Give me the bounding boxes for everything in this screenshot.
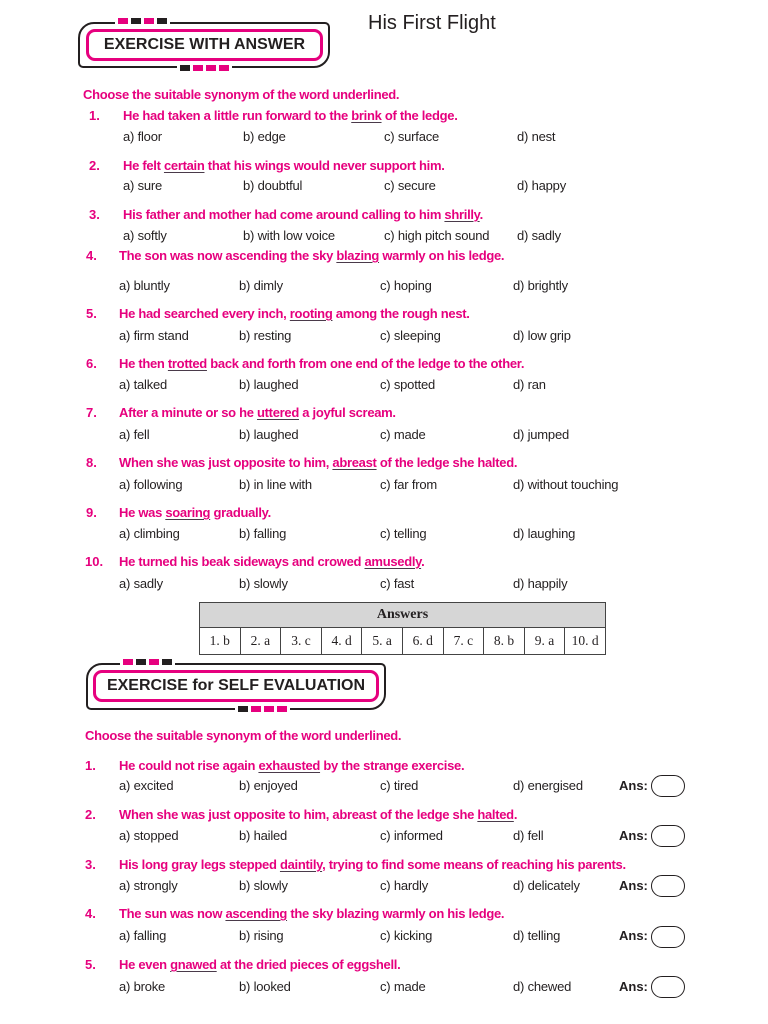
question-text: [119, 758, 464, 774]
exercise-heading: EXERCISE for SELF EVALUATION: [106, 677, 366, 694]
decorative-square: [219, 65, 229, 71]
underlined-word: uttered: [257, 405, 299, 420]
decorative-square: [131, 18, 141, 24]
option-d: d) energised: [513, 778, 583, 793]
answer-cell: 1. b: [200, 628, 241, 655]
option-a: a) firm stand: [119, 328, 189, 343]
option-c: c) made: [380, 979, 426, 994]
option-a: a) softly: [123, 228, 167, 243]
question-text-after: back and forth from one end of the ledge to the other.: [206, 356, 525, 371]
question-text-before: He could not rise again: [119, 758, 259, 773]
option-d: d) delicately: [513, 878, 580, 893]
option-b: b) hailed: [239, 828, 288, 843]
question-text-after: the sky blazing warmly on his ledge.: [287, 906, 505, 921]
decorative-squares: [120, 658, 175, 665]
underlined-word: shrilly: [444, 207, 480, 222]
underlined-word: brink: [351, 108, 382, 123]
option-b: b) looked: [239, 979, 291, 994]
underlined-word: daintily: [279, 857, 323, 872]
question-text: [119, 248, 504, 264]
decorative-squares: [235, 705, 290, 712]
question-text-before: He then: [119, 356, 168, 371]
question-text: [119, 505, 271, 521]
question-number: 8.: [86, 455, 97, 470]
question-text-after: .: [479, 207, 483, 222]
self-question-4: [0, 906, 768, 922]
option-c: c) hoping: [380, 278, 432, 293]
decorative-square: [157, 18, 167, 24]
answer-cell: 10. d: [565, 628, 606, 655]
question-10: [0, 554, 768, 570]
question-2: [0, 158, 768, 174]
question-5: [0, 306, 768, 322]
answers-table: [199, 602, 606, 655]
option-c: c) sleeping: [380, 328, 441, 343]
options-8: [0, 477, 768, 493]
answer-box: [651, 926, 685, 948]
option-d: d) brightly: [513, 278, 568, 293]
option-c: c) secure: [384, 178, 436, 193]
question-text-before: When she was just opposite to him,: [119, 455, 333, 470]
question-text-before: His long gray legs stepped: [119, 857, 280, 872]
question-text-before: His father and mother had come around calling to him: [123, 207, 445, 222]
option-d: d) telling: [513, 928, 561, 943]
question-number: 3.: [89, 207, 100, 222]
option-b: b) slowly: [239, 878, 288, 893]
options-3: [0, 228, 768, 244]
option-d: d) chewed: [513, 979, 572, 994]
option-a: a) sadly: [119, 576, 163, 591]
option-d: d) without touching: [513, 477, 619, 492]
answers-row: [200, 628, 606, 655]
option-a: a) falling: [119, 928, 167, 943]
option-c: c) spotted: [380, 377, 436, 392]
underlined-word: trotted: [167, 356, 207, 371]
page-title: His First Flight: [368, 12, 496, 34]
question-text-after: .: [421, 554, 425, 569]
decorative-squares: [115, 17, 170, 24]
decorative-square: [144, 18, 154, 24]
question-number: 2.: [85, 807, 96, 822]
question-number: 6.: [86, 356, 97, 371]
option-a: a) sure: [123, 178, 163, 193]
answer-cell: 8. b: [484, 628, 525, 655]
question-text-after: a joyful scream.: [298, 405, 396, 420]
question-number: 9.: [86, 505, 97, 520]
decorative-square: [251, 706, 261, 712]
question-number: 4.: [85, 906, 96, 921]
question-text-after: gradually.: [210, 505, 271, 520]
question-number: 5.: [85, 957, 96, 972]
option-b: b) rising: [239, 928, 284, 943]
option-a: a) talked: [119, 377, 168, 392]
underlined-word: amusedly: [364, 554, 422, 569]
decorative-square: [162, 659, 172, 665]
option-d: d) ran: [513, 377, 546, 392]
question-6: [0, 356, 768, 372]
question-number: 10.: [85, 554, 104, 569]
question-text: [119, 906, 504, 922]
answer-cell: 3. c: [281, 628, 322, 655]
underlined-word: gnawed: [170, 957, 217, 972]
question-text-before: The son was now ascending the sky: [119, 248, 337, 263]
question-text-after: warmly on his ledge.: [379, 248, 505, 263]
question-text-after: among the rough nest.: [332, 306, 470, 321]
question-number: 4.: [86, 248, 97, 263]
option-b: b) enjoyed: [239, 778, 298, 793]
options-5: [0, 328, 768, 344]
options-9: [0, 526, 768, 542]
underlined-word: halted: [477, 807, 514, 822]
options-4: [0, 278, 768, 294]
instruction: Choose the suitable synonym of the word underlined.: [85, 728, 402, 743]
question-text-after: , trying to find some means of reaching his parents.: [322, 857, 626, 872]
options-6: [0, 377, 768, 393]
heading-box: [86, 29, 323, 61]
answer-label: Ans:: [619, 778, 648, 793]
question-number: 2.: [89, 158, 100, 173]
question-1: [0, 108, 768, 124]
question-number: 7.: [86, 405, 97, 420]
question-text-before: He had taken a little run forward to the: [123, 108, 352, 123]
option-a: a) following: [119, 477, 183, 492]
question-text: [123, 207, 483, 223]
option-c: c) fast: [380, 576, 414, 591]
question-text-after: by the strange exercise.: [320, 758, 465, 773]
question-text: [123, 108, 458, 124]
underlined-word: abreast: [332, 455, 377, 470]
option-c: c) made: [380, 427, 426, 442]
decorative-squares: [177, 64, 232, 71]
question-text: [119, 857, 626, 873]
option-b: b) edge: [243, 129, 286, 144]
option-b: b) slowly: [239, 576, 288, 591]
option-a: a) fell: [119, 427, 150, 442]
option-d: d) happy: [517, 178, 566, 193]
self-question-1: [0, 758, 768, 774]
self-question-5: [0, 957, 768, 973]
question-number: 3.: [85, 857, 96, 872]
answer-cell: 5. a: [362, 628, 403, 655]
question-text-before: He felt: [123, 158, 164, 173]
question-text-before: He was: [119, 505, 166, 520]
option-b: b) laughed: [239, 427, 299, 442]
underlined-word: exhausted: [258, 758, 321, 773]
option-a: a) climbing: [119, 526, 180, 541]
answers-header-row: [200, 603, 606, 628]
question-text-after: .: [513, 807, 518, 822]
question-number: 1.: [85, 758, 96, 773]
underlined-word: rooting: [289, 306, 333, 321]
options-2: [0, 178, 768, 194]
underlined-word: certain: [163, 158, 205, 173]
heading-box: [93, 670, 379, 702]
option-a: a) broke: [119, 979, 166, 994]
answer-label: Ans:: [619, 979, 648, 994]
answer-box: [651, 775, 685, 797]
question-4: [0, 248, 768, 264]
question-text-after: of the ledge she halted.: [376, 455, 518, 470]
decorative-square: [206, 65, 216, 71]
option-c: c) telling: [380, 526, 427, 541]
underlined-word: soaring: [165, 505, 211, 520]
option-a: a) bluntly: [119, 278, 170, 293]
option-c: c) high pitch sound: [384, 228, 490, 243]
answer-box: [651, 875, 685, 897]
answers-heading: Answers: [200, 603, 606, 628]
decorative-square: [193, 65, 203, 71]
question-number: 1.: [89, 108, 100, 123]
question-text-before: He even: [119, 957, 171, 972]
answer-cell: 6. d: [402, 628, 443, 655]
option-d: d) sadly: [517, 228, 561, 243]
decorative-square: [264, 706, 274, 712]
option-c: c) surface: [384, 129, 440, 144]
answer-cell: 7. c: [443, 628, 484, 655]
option-a: a) stopped: [119, 828, 179, 843]
option-c: c) hardly: [380, 878, 429, 893]
answer-cell: 2. a: [240, 628, 281, 655]
option-d: d) happily: [513, 576, 568, 591]
question-9: [0, 505, 768, 521]
question-text: [119, 957, 400, 973]
option-b: b) laughed: [239, 377, 299, 392]
question-text-before: When she was just opposite to him, abreast of the ledge she: [119, 807, 478, 822]
option-d: d) low grip: [513, 328, 571, 343]
self-question-2: [0, 807, 768, 823]
answer-label: Ans:: [619, 828, 648, 843]
option-a: a) excited: [119, 778, 174, 793]
answer-box: [651, 976, 685, 998]
answer-label: Ans:: [619, 928, 648, 943]
question-text-after: of the ledge.: [381, 108, 458, 123]
decorative-square: [238, 706, 248, 712]
option-a: a) floor: [123, 129, 162, 144]
option-b: b) with low voice: [243, 228, 335, 243]
option-d: d) nest: [517, 129, 556, 144]
question-text: [119, 554, 424, 570]
decorative-square: [180, 65, 190, 71]
decorative-square: [277, 706, 287, 712]
question-text-after: that his wings would never support him.: [204, 158, 445, 173]
question-text-before: After a minute or so he: [119, 405, 257, 420]
question-text-after: at the dried pieces of eggshell.: [216, 957, 401, 972]
question-number: 5.: [86, 306, 97, 321]
option-b: b) dimly: [239, 278, 283, 293]
self-question-3: [0, 857, 768, 873]
question-text: [119, 405, 396, 421]
options-10: [0, 576, 768, 592]
underlined-word: ascending: [225, 906, 288, 921]
answer-cell: 9. a: [524, 628, 565, 655]
underlined-word: blazing: [336, 248, 380, 263]
exercise-heading: EXERCISE WITH ANSWER: [103, 36, 306, 53]
option-c: c) kicking: [380, 928, 433, 943]
decorative-square: [136, 659, 146, 665]
question-text-before: He turned his beak sideways and crowed: [119, 554, 365, 569]
option-d: d) fell: [513, 828, 544, 843]
decorative-square: [118, 18, 128, 24]
question-7: [0, 405, 768, 421]
decorative-square: [123, 659, 133, 665]
question-text: [119, 807, 517, 823]
options-7: [0, 427, 768, 443]
option-c: c) informed: [380, 828, 443, 843]
question-text: [119, 356, 524, 372]
decorative-square: [149, 659, 159, 665]
instruction: Choose the suitable synonym of the word underlined.: [83, 87, 400, 102]
question-text-before: He had searched every inch,: [119, 306, 290, 321]
question-3: [0, 207, 768, 223]
option-c: c) far from: [380, 477, 438, 492]
option-d: d) laughing: [513, 526, 576, 541]
option-d: d) jumped: [513, 427, 570, 442]
option-b: b) in line with: [239, 477, 312, 492]
answer-cell: 4. d: [321, 628, 362, 655]
question-8: [0, 455, 768, 471]
option-b: b) resting: [239, 328, 292, 343]
option-c: c) tired: [380, 778, 419, 793]
option-a: a) strongly: [119, 878, 178, 893]
question-text: [119, 455, 517, 471]
answer-box: [651, 825, 685, 847]
answer-label: Ans:: [619, 878, 648, 893]
option-b: b) falling: [239, 526, 287, 541]
option-b: b) doubtful: [243, 178, 303, 193]
options-1: [0, 129, 768, 145]
question-text: [123, 158, 445, 174]
question-text: [119, 306, 470, 322]
question-text-before: The sun was now: [119, 906, 226, 921]
